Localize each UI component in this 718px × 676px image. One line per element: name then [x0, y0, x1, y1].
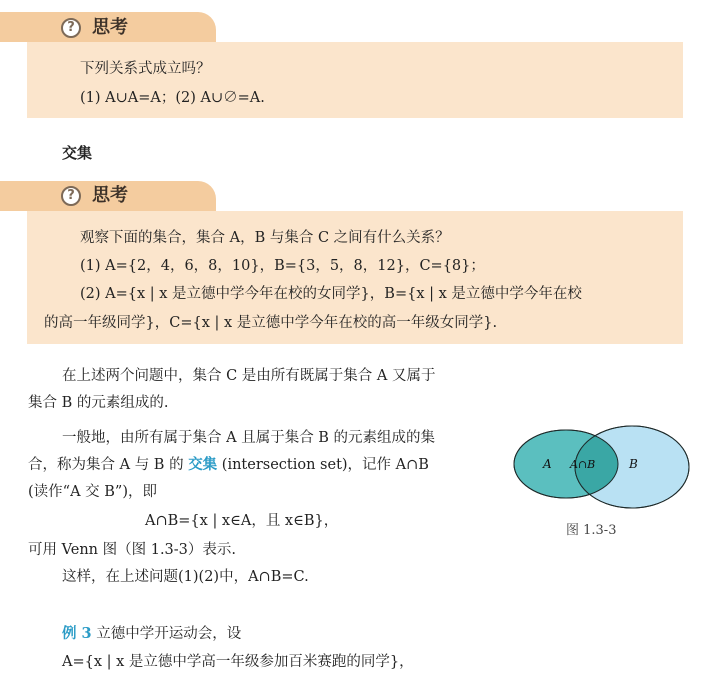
think2-line-4: 的高一年级同学}，C={x | x 是立德中学今年在校的高一年级女同学}.: [44, 315, 498, 331]
think2-line-3: (2) A={x | x 是立德中学今年在校的女同学}，B={x | x 是立德中学今年在校: [80, 286, 582, 302]
paragraph-1-line-1: 在上述两个问题中，集合 C 是由所有既属于集合 A 又属于: [62, 368, 436, 384]
paragraph-4: 这样，在上述问题(1)(2)中，A∩B=C.: [62, 569, 309, 585]
intersection-keyword: 交集: [188, 456, 218, 473]
think2-line-1: 观察下面的集合，集合 A，B 与集合 C 之间有什么关系？: [80, 230, 450, 246]
think1-line-2: (1) A∪A=A；(2) A∪∅=A.: [80, 90, 265, 106]
paragraph-2-line-2-post: (intersection set)，记作 A∩B: [221, 457, 429, 473]
section-title: 交集: [62, 144, 93, 162]
figure-caption: 图 1.3-3: [566, 523, 617, 538]
question-mark-icon: ?: [61, 186, 81, 206]
think1-line-1: 下列关系式成立吗？: [80, 61, 211, 77]
think-title-2: 思考: [92, 185, 128, 206]
venn-label-a: A: [543, 457, 552, 471]
venn-label-b: B: [629, 457, 638, 471]
example-text: 立德中学开运动会，设: [96, 626, 242, 642]
paragraph-2-line-2-pre: 合，称为集合 A 与 B 的: [28, 457, 184, 473]
venn-diagram: [508, 420, 698, 520]
example-label: 例 3: [62, 625, 92, 642]
think2-line-2: (1) A={2，4，6，8，10}，B={3，5，8，12}，C={8}；: [80, 258, 485, 274]
paragraph-1-line-2: 集合 B 的元素组成的.: [28, 395, 169, 411]
paragraph-2-line-1: 一般地，由所有属于集合 A 且属于集合 B 的元素组成的集: [62, 430, 436, 446]
question-mark-icon: ?: [61, 18, 81, 38]
paragraph-3: 可用 Venn 图（图 1.3-3）表示.: [28, 542, 237, 558]
example-line-2: A={x | x 是立德中学高一年级参加百米赛跑的同学}，: [62, 654, 414, 670]
venn-label-ab: A∩B: [570, 458, 596, 471]
think-title-1: 思考: [92, 17, 128, 38]
paragraph-2-line-2: [28, 455, 429, 475]
paragraph-2-line-3: (读作“A 交 B”)，即: [28, 484, 157, 500]
example-line-1: [62, 624, 241, 644]
formula: A∩B={x | x∈A，且 x∈B}，: [145, 513, 339, 529]
